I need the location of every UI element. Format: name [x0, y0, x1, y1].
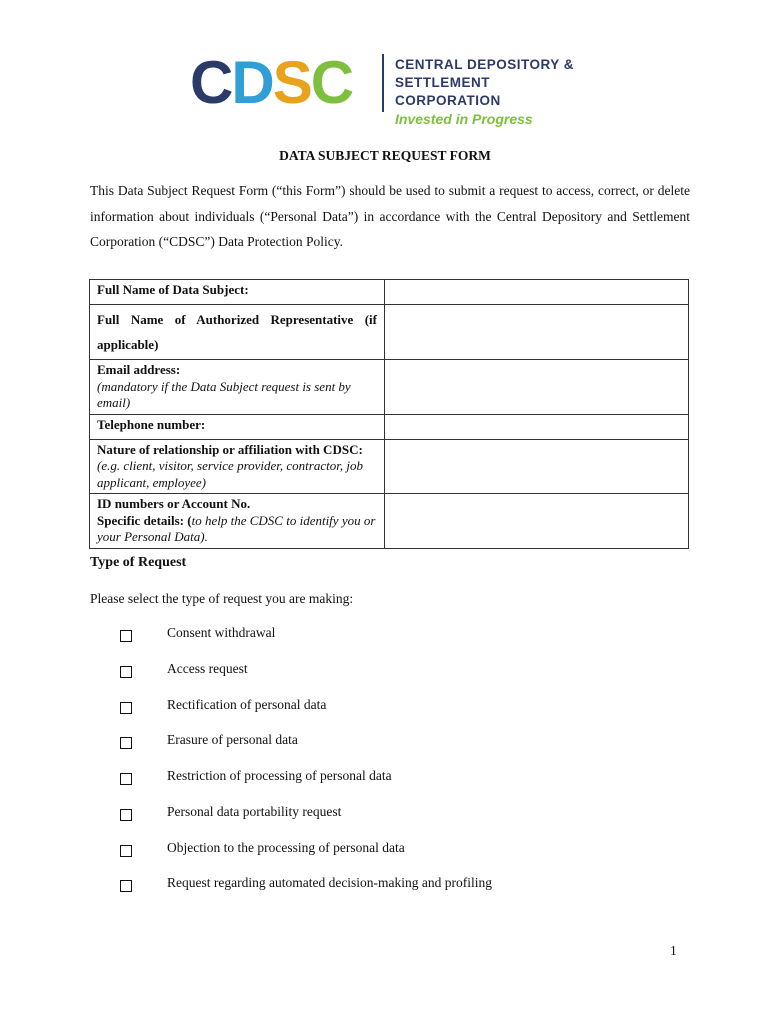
full-name-label-cell — [90, 280, 385, 305]
id-label: ID numbers or Account No. — [97, 496, 251, 511]
details-label: Specific details: — [97, 512, 185, 528]
table-row — [90, 494, 689, 549]
logo-letter-c2: C — [310, 49, 353, 116]
option-label: Objection to the processing of personal data — [167, 840, 405, 855]
logo-wordmark — [190, 48, 352, 118]
logo-name-line2: SETTLEMENT CORPORATION — [395, 75, 501, 108]
checkbox[interactable] — [120, 845, 132, 857]
logo-divider — [382, 54, 384, 112]
phone-label-cell — [90, 414, 385, 439]
option-label: Erasure of personal data — [167, 732, 298, 747]
option-label: Request regarding automated decision-making and profiling — [167, 875, 493, 890]
details-note-paren: ( — [187, 512, 192, 528]
rep-label: Full Name of Authorized Representative (if applicable) — [97, 312, 377, 352]
logo-tagline: Invested in Progress — [395, 111, 533, 127]
option-label: Consent withdrawal — [167, 625, 276, 640]
full-name-label: Full Name of Data Subject: — [97, 282, 249, 297]
email-input[interactable] — [385, 360, 689, 415]
relation-label-cell — [90, 439, 385, 494]
relation-note: (e.g. client, visitor, service provider, contractor, job applicant, employee) — [97, 458, 363, 490]
option-label: Restriction of processing of personal data — [167, 768, 392, 783]
table-row — [90, 414, 689, 439]
checkbox[interactable] — [120, 630, 132, 642]
select-prompt: Please select the type of request you are making: — [90, 591, 354, 606]
email-label: Email address: — [97, 362, 181, 377]
phone-input[interactable] — [385, 414, 689, 439]
logo-letter-d: D — [231, 49, 273, 116]
checkbox[interactable] — [120, 666, 132, 678]
email-label-cell — [90, 360, 385, 415]
checkbox[interactable] — [120, 880, 132, 892]
relation-label: Nature of relationship or affiliation with CDSC: — [97, 441, 363, 457]
details-note: to help the CDSC to identify you or your Personal Data). — [97, 512, 376, 544]
logo-letter-s: S — [272, 49, 311, 116]
checkbox[interactable] — [120, 737, 132, 749]
table-row — [90, 280, 689, 305]
phone-label: Telephone number: — [97, 416, 206, 432]
table-row — [90, 360, 689, 415]
option-label: Access request — [167, 661, 248, 676]
cdsc-logo — [190, 48, 590, 127]
checkbox[interactable] — [120, 702, 132, 714]
logo-name-line1: CENTRAL DEPOSITORY & — [395, 57, 575, 72]
page-number: 1 — [670, 943, 677, 958]
checkbox[interactable] — [120, 773, 132, 785]
logo-company-name — [395, 56, 590, 128]
rep-input[interactable] — [385, 305, 689, 360]
checkbox[interactable] — [120, 809, 132, 821]
form-title: DATA SUBJECT REQUEST FORM — [279, 148, 491, 163]
id-label-cell — [90, 494, 385, 549]
rep-label-cell — [90, 305, 385, 360]
logo-letter-c1: C — [190, 49, 232, 116]
full-name-input[interactable] — [385, 280, 689, 305]
option-label: Personal data portability request — [167, 804, 342, 819]
type-of-request-heading: Type of Request — [90, 555, 187, 570]
id-input[interactable] — [385, 494, 689, 549]
intro-paragraph: This Data Subject Request Form (“this Form”) should be used to submit a request to access, correct, or delete information about individuals (“Personal Data”) in accordance with the Central Depository and Settlement Corporation (“CDSC”) Data Protection Policy. — [90, 183, 690, 249]
data-subject-table — [89, 279, 689, 549]
table-row — [90, 439, 689, 494]
email-note: (mandatory if the Data Subject request is sent by email) — [97, 378, 351, 410]
table-row — [90, 305, 689, 360]
option-label: Rectification of personal data — [167, 697, 327, 712]
relation-input[interactable] — [385, 439, 689, 494]
